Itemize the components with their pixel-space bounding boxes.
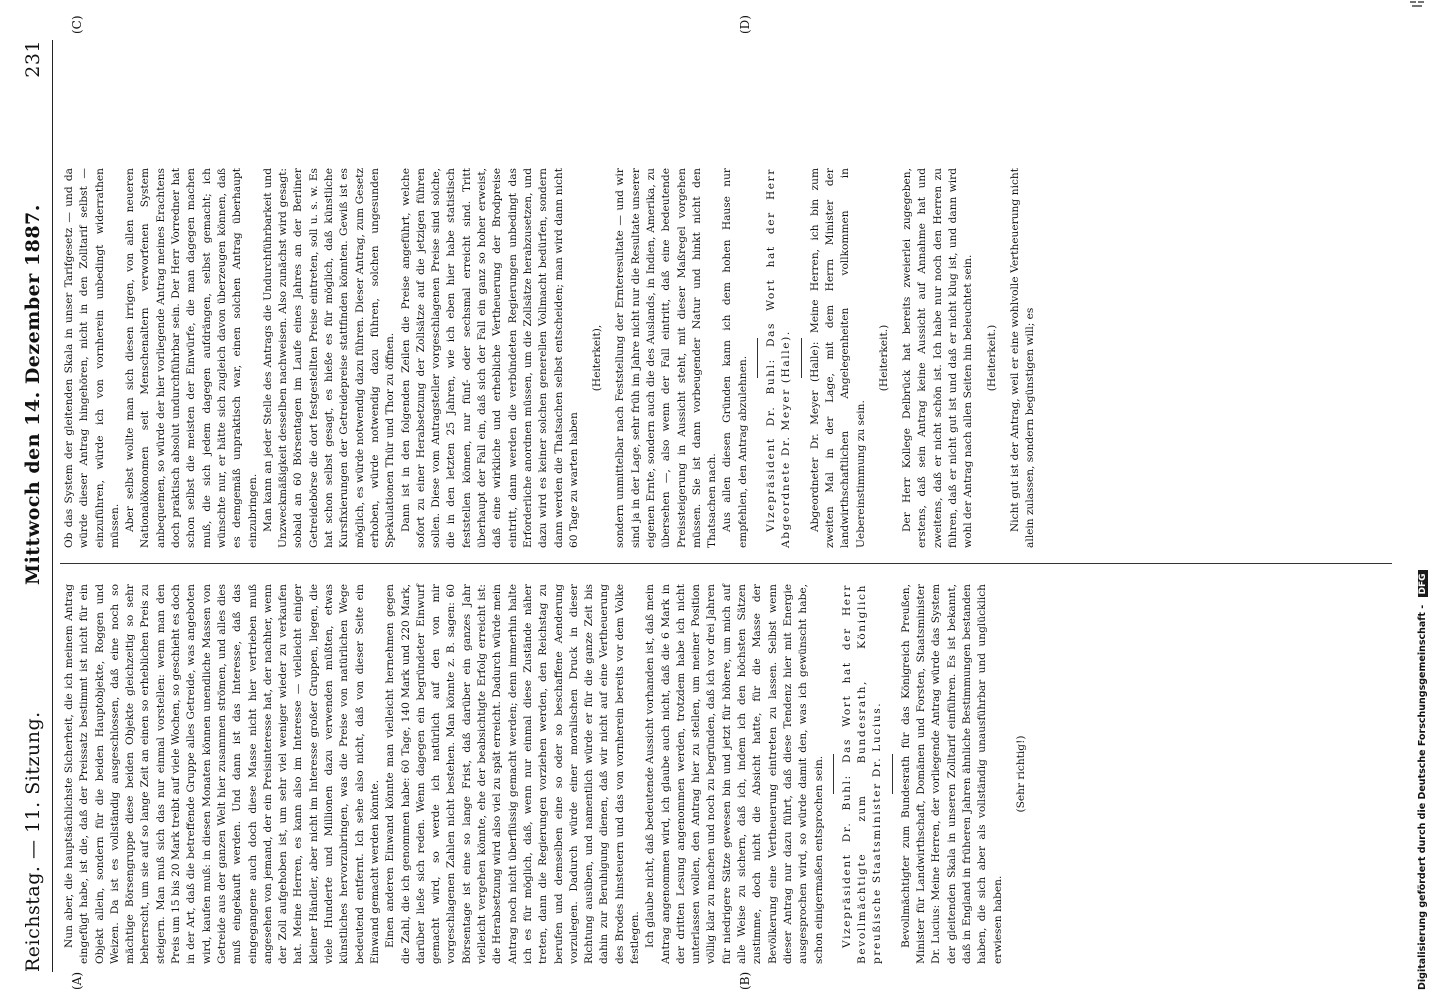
hilarity-note: (Heiterkeit.): [985, 324, 998, 392]
speech-meyer-cont: Der Herr Kollege Delbrück hat bereits zweierlei zugegeben, erstens, daß sein Antrag keine Aussicht auf Annahme hat und zweitens, daß er nicht schön ist. Ich habe nur noch den Herren zu führen, daß er nicht gut ist und daß er nicht klug ist, und dann wird wohl der Antrag nach allen Seiten hin beleuchtet sein.: [901, 168, 975, 548]
margin-letter-a: (A): [70, 971, 84, 990]
header-left: Reichstag. — 11. Sitzung.: [22, 711, 44, 972]
left-paragraph: Nun aber, die hauptsächlichste Sicherheit, die ich meinem Antrag eingefügt habe, ist die, daß der Preissatz bestimmt ist nicht für ein Objekt allein, sondern für die beiden Hauptobjekte, Roggen und Weizen. Da ist es vollständig ausgeschlossen, daß eine noch so mächtige Börsengruppe diese beiden Objekte gleichzeitig so sehr beherrscht, um sie auf so lange Zeit an einen so erheblichen Preis zu steigern. Man muß sich das nur einmal vorstellen: wenn man den Preis um 15 bis 20 Mark treibt auf viele Wochen, so geschieht es doch in der Art, daß die betreffende Gruppe alles Getreide, was angeboten wird, kaufen muß: in diesen Monaten können unendliche Massen von Getreide aus der ganzen Welt hier zusammen strömen, und alles dies muß eingekauft werden. Und dann ist das Interesse, daß das eingegangene auch doch diese Masse nicht hier vertrieben muß angesehen von jemand, der ein Preisinteresse hat, der nachher, wenn der Zoll aufgehoben ist, um sehr viel weniger wieder zu verkaufen hat. Meine Herren, es kann also im Interesse — vielleicht einiger kleiner Händler, aber nicht im Interesse großer Gruppen, liegen, die viele Hunderte und Millionen dazu verwenden müßten, etwas künstliches hervorzubringen, was die Preise von natürlichen Wege bedeutend entfernt. Ich sehe also nicht, daß von dieser Seite ein Einwand gemacht werden könnte.: [63, 584, 381, 964]
right-paragraph: sondern unmittelbar nach Feststellung der Ernteresultate — und wir sind ja in der Lage, sehr früh im Jahre nicht nur die Resultate unserer eigenen Ernte, sondern auch die des Auslands, in Indien, Amerika, zu übersehen —, also wenn der Fall eintritt, daß eine bedeutende Preissteigerung in Aussicht steht, mit dieser Maßregel vorgehen müssen. Sie ist dann vorbeugender Natur und hinkt nicht den Thatsachen nach.: [614, 168, 719, 548]
column-divider: [60, 563, 1392, 564]
right-paragraph: Dann ist in den folgenden Zeilen die Preise angeführt, welche sofort zu einer Herabsetzung der Zollsätze auf die jetzigen führen sollen. Diese vom Antragsteller vorgeschlagenen Preise sind solche, die in den letzten 25 Jahren, wie ich eben hier habe statistisch feststellen können, nur fünf- oder sechsmal erreicht sind. Tritt überhaupt der Fall ein, daß sich der Fall ein ganz so hoher erweist, daß eine wirkliche und erhebliche Vertheuerung der Brodpreise eintritt, dann werden die verbündeten Regierungen unbedingt das Erforderliche anordnen müssen, um die Zollsätze herabzusetzen, und dazu wird es keiner solchen generellen Vollmacht bedürfen, sondern dann werden die Thatsachen selbst entscheiden; man wird dann nicht 60 Tage zu warten haben: [399, 168, 580, 548]
separator: [757, 338, 758, 378]
corner-mark-icon: [1408, 0, 1426, 10]
hilarity-note: (Heiterkeit),: [591, 324, 604, 392]
speaker-buhl-2: Vizepräsident Dr. Buhl: Das Wort hat der Herr Abgeordnete Dr. Meyer (Halle).: [765, 168, 793, 548]
margin-letter-c: (C): [70, 15, 84, 34]
right-paragraph: Ob das System der gleitenden Skala in unser Tarifgesetz — und da würde dieser Antrag hingehören, nicht in den Zolltarif selbst — einzuführen, würde ich von vornherein unbedingt widerrathen müssen.: [63, 168, 121, 548]
separator: [833, 754, 834, 794]
hilarity-note: (Heiterkeit.): [877, 324, 890, 392]
speaker-buhl-1: Vizepräsident Dr. Buhl: Das Wort hat der Herr Bevollmächtigte zum Bundesrath, Königlich preußische Staatsminister Dr. Lucius.: [840, 584, 884, 964]
margin-letter-d: (D): [738, 15, 752, 34]
page-number: 231: [22, 40, 44, 78]
header-date: Mittwoch den 14. Dezember 1887.: [22, 204, 44, 585]
applause-note: (Sehr richtig!): [1014, 735, 1027, 813]
left-column: [62, 584, 1037, 964]
separator: [801, 338, 802, 378]
dfg-credit: [1417, 570, 1428, 990]
dfg-logo: DFG: [1418, 570, 1428, 597]
header-rule: [52, 40, 53, 972]
dfg-credit-text: Digitalisierung gefördert durch die Deutsche Forschungsgemeinschaft -: [1417, 604, 1428, 990]
left-paragraph: Ich glaube nicht, daß bedeutende Aussicht vorhanden ist, daß mein Antrag angenommen wird, ich glaube auch nicht, daß die 6 Mark in der dritten Lesung angenommen werden, trotzdem habe ich nicht unterlassen wollen, den Antrag hier zu stellen, um meiner Position völlig klar zu machen und noch zu begründen, daß ich vor drei Jahren für niedrigere Sätze gewesen bin und jetzt für höhere, um mich auf alle Weise zu sichern, daß ich, indem ich den höchsten Sätzen zustimme, doch nicht die Absicht hatte, für die Masse der Bevölkerung eine Vertheuerung eintreten zu lassen. Selbst wenn dieser Antrag nur dazu führt, daß diese Tendenz hier mit Energie ausgesprochen wird, so würde damit den, was ich gewünscht habe, schon einigermaßen entsprochen sein.: [644, 584, 825, 964]
right-paragraph: Man kann an jeder Stelle des Antrags die Undurchführbarkeit und Unzweckmäßigkeit desselben nachweisen. Also zunächst wird gesagt: sobald an 60 Börsentagen im Laufe eines Jahres an der Berliner Getreidebörse die dort festgestellten Preise eintreten, soll u. s. w. Es hat schon selbst gesagt, es hieße es für möglich, daß künstliche Kursfixierungen der Getreidepreise stattfinden könnten. Gewiß ist es möglich, es würde notwendig dazu führen. Dieser Antrag, zum Gesetz erhoben, würde notwendig dazu führen, solchen ungesunden Spekulationen Thür und Thor zu öffnen.: [261, 168, 397, 548]
margin-letter-b: (B): [738, 971, 752, 990]
speech-lucius: Bevollmächtigter zum Bundesrath für das Königreich Preußen, Minister für Landwirthschaft, Domänen und Forsten, Staatsminister Dr. Lucius: Meine Herren, der vorliegende Antrag würde das System der gleitenden Skala in unseren Zolltarif einführen. Es ist bekannt, daß in England in früheren Jahren ähnliche Bestimmungen bestanden haben, die sich aber als vollständig unausführbar und unglücklich erwiesen haben.: [899, 584, 1004, 964]
left-paragraph: Einen anderen Einwand könnte man vielleicht hernehmen gegen die Zahl, die ich genommen habe: 60 Tage, 140 Mark und 220 Mark, darüber ließe sich reden. Wenn dagegen ein begründeter Einwurf gemacht wird, so werde ich natürlich auf den von mir vorgeschlagenen Zahlen nicht bestehen. Man könnte z. B. sagen: 60 Börsentage ist eine so lange Frist, daß darüber ein ganzes Jahr vielleicht vergehen könnte, ehe der beabsichtigte Erfolg erreicht ist: die Herabsetzung wird also viel zu spät erreicht. Dadurch würde mein Antrag noch nicht überflüssig gemacht werden; denn immerhin halte ich es für möglich, daß, wenn nur einmal diese Zustände näher treten, dann die Regierungen vorziehen werden, den Reichstag zu berufen und demselben eine so oder so beschaffene Aenderung vorzulegen. Dadurch würde einer moralischen Druck in dieser Richtung ausüben, und namentlich würde er für die ganze Zeit bis dahin zur Beruhigung dienen, daß wir nicht auf eine Vertheuerung des Brodes hinsteuern und das von vornherein bereits vor dem Volke festlegen.: [384, 584, 641, 964]
right-column: [62, 168, 1039, 548]
page-header: [18, 40, 48, 972]
right-paragraph: Aus allen diesen Gründen kann ich dem hohen Hause nur empfehlen, den Antrag abzulehnen.: [721, 168, 749, 548]
speech-meyer-cont: Nicht gut ist der Antrag, weil er eine wohlvolle Vertheuerung nicht allein zulassen, sondern begünstigen will; es: [1008, 168, 1037, 548]
speech-meyer: Abgeordneter Dr. Meyer (Halle): Meine Herren, ich bin zum zweiten Mal in der Lage, mit dem Herrn Minister der landwirthschaftlichen Angelegenheiten vollkommen in Uebereinstimmung zu sein.: [808, 168, 867, 548]
separator: [892, 754, 893, 794]
right-paragraph: Aber selbst wollte man sich diesen irrigen, von allen neueren Nationalökonomen seit Menschenaltern verworfenen System anbequemen, so würde der hier vorliegende Antrag meines Erachtens doch praktisch absolut undurchführbar sein. Der Herr Vorredner hat schon selbst die meisten der Einwürfe, die man dagegen machen muß, die sich jedem dagegen aufdrängen, selbst gemacht; ich wünschte nur, er hätte sich zugleich davon überzeugen können, daß es demgemäß unpraktisch war, einen solchen Antrag überhaupt einzubringen.: [124, 168, 259, 548]
